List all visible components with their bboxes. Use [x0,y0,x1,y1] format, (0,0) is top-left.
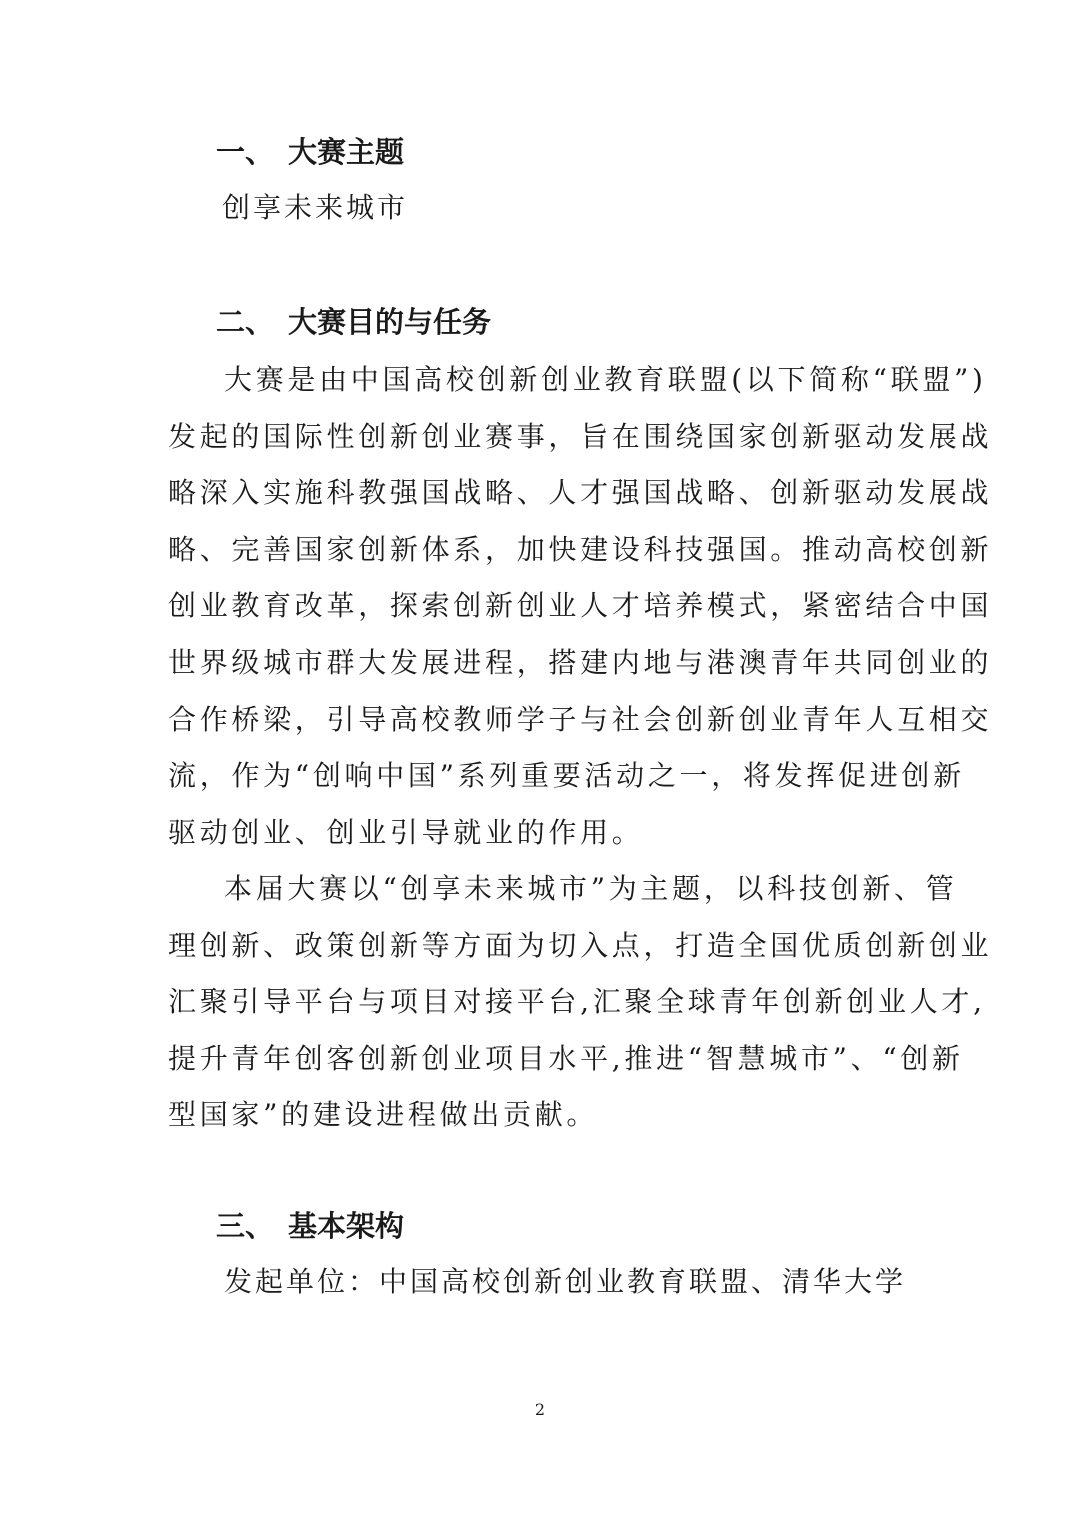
paragraph-line: 提升青年创客创新创业项目水平,推进“智慧城市”、“创新 [168,1041,964,1075]
section-title: 大赛目的与任务 [288,305,492,339]
purpose-paragraph-1 [168,352,993,861]
organizer-text: 发起单位：中国高校创新创业教育联盟、清华大学 [224,1265,907,1298]
purpose-paragraph-2 [168,861,993,1144]
section-title: 大赛主题 [288,135,405,169]
paragraph-line: 汇聚引导平台与项目对接平台,汇聚全球青年创新创业人才, [168,985,986,1019]
paragraph-line: 略深入实施科教强国战略、人才强国战略、创新驱动发展战 [168,476,993,510]
section-heading-theme [216,132,404,172]
section-heading-purpose [216,302,491,342]
paragraph-line: 理创新、政策创新等方面为切入点，打造全国优质创新创业 [168,928,993,962]
section-number: 三、 [216,1209,275,1243]
page-number: 2 [534,1400,546,1419]
theme-text: 创享未来城市 [222,191,409,224]
section-number: 二、 [216,305,275,339]
paragraph-line: 世界级城市群大发展进程，搭建内地与港澳青年共同创业的 [168,645,993,679]
section-title: 基本架构 [288,1209,405,1243]
paragraph-line: 发起的国际性创新创业赛事，旨在围绕国家创新驱动发展战 [168,419,993,453]
paragraph-line: 型国家”的建设进程做出贡献。 [168,1098,599,1132]
paragraph-line: 本届大赛以“创享未来城市”为主题，以科技创新、管 [224,872,958,905]
paragraph-line: 创业教育改革，探索创新创业人才培养模式，紧密结合中国 [168,589,993,623]
paragraph-line: 大赛是由中国高校创新创业教育联盟(以下简称“联盟”) [224,363,987,396]
paragraph-line: 合作桥梁，引导高校教师学子与社会创新创业青年人互相交 [168,702,993,736]
paragraph-line: 驱动创业、创业引导就业的作用。 [168,815,644,849]
section-heading-structure [216,1206,404,1246]
section-number: 一、 [216,135,275,169]
paragraph-line: 略、完善国家创新体系，加快建设科技强国。推动高校创新 [168,532,993,566]
paragraph-line: 流，作为“创响中国”系列重要活动之一，将发挥促进创新 [168,759,965,793]
